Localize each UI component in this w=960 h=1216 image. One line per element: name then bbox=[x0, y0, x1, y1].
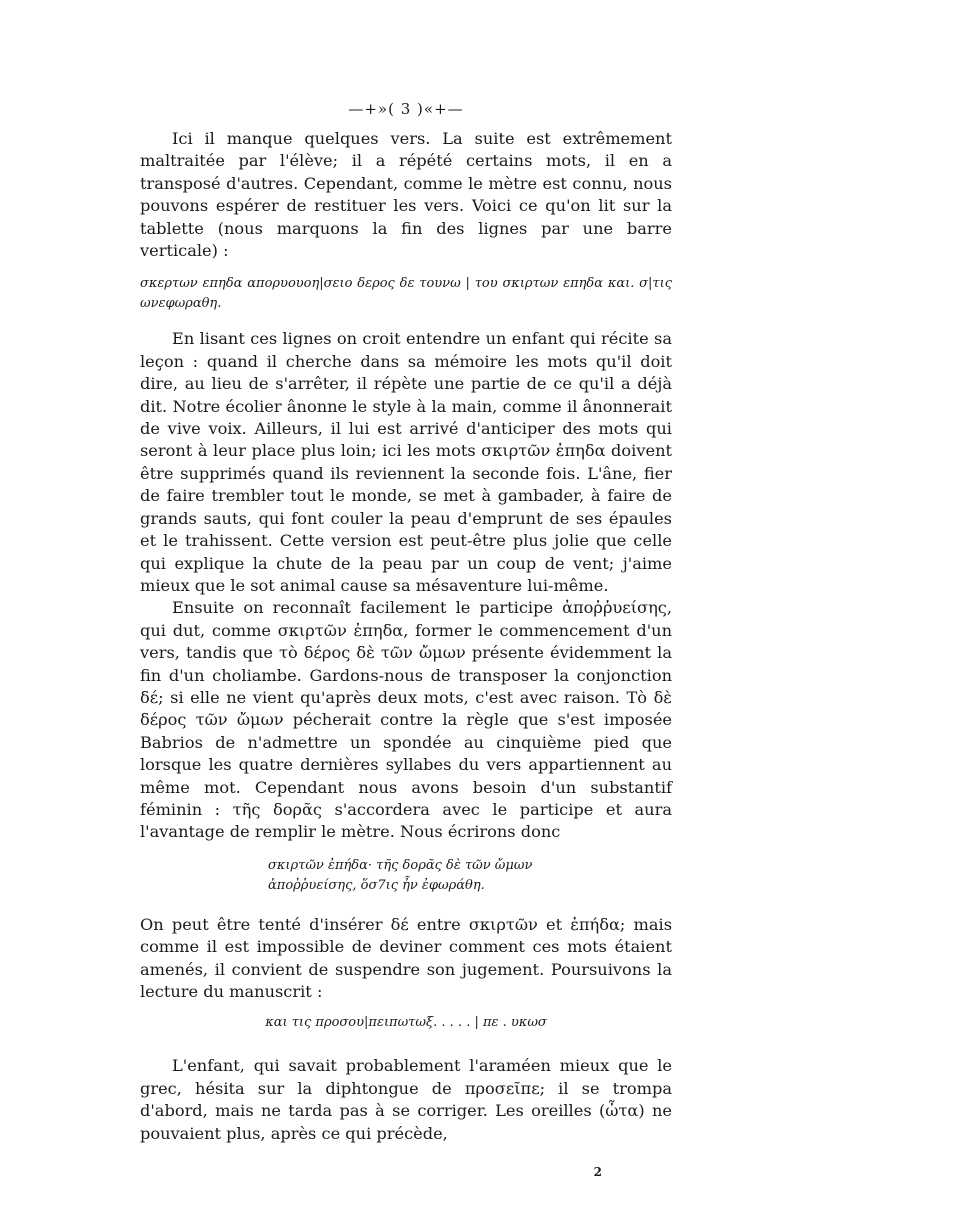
paragraph-2: En lisant ces lignes on croit entendre un enfant qui récite sa leçon : quand il cherche dans sa mémoire les mots qu'il doit dire, au lieu de s'arrêter, il répète une partie de ce qu'il a déjà dit. Notre écolier ânonne le style à la main, comme il ânonnerait de vive voix. Ailleurs, il lui est arrivé d'anticiper des mots qui seront à leur place plus loin; ici les mots σκιρτῶν ἐπηδα doivent être supprimés quand ils reviennent la seconde fois. L'âne, fier de faire trembler tout le monde, se met à gambader, à faire de grands sauts, qui font couler la peau d'emprunt de ses épaules et le trahissent. Cette version est peut-être plus jolie que celle qui explique la chute de la peau par un coup de vent; j'aime mieux que le sot animal cause sa mésaventure lui-même. bbox=[140, 329, 672, 595]
restored-verse bbox=[268, 856, 672, 896]
paragraph-3: Ensuite on reconnaît facilement le participe ἀποῤῥυείσης, qui dut, comme σκιρτῶν ἐπηδα, former le commencement d'un vers, tandis que τὸ δέρος δὲ τῶν ὤμων présente évidemment la fin d'un choliambe. Gardons-nous de transposer la conjonction δέ; si elle ne vient qu'après deux mots, c'est avec raison. Τὸ δὲ δέρος τῶν ὤμων pécherait contre la règle que s'est imposée Babrios de n'admettre un spondée au cinquième pied que lorsque les quatre dernières syllabes du vers appartiennent au même mot. Cependant nous avons besoin d'un substantif féminin : τῆς δορᾶς s'accordera avec le participe et aura l'avantage de remplir le mètre. Nous écrirons donc bbox=[140, 598, 672, 842]
running-head: —+»( 3 )«+— bbox=[348, 100, 464, 118]
manuscript-line: και τις προσου|πειπωτωξ. . . . . | πε . υκωσ bbox=[265, 1015, 547, 1031]
verse-line-1: σκιρτῶν ἐπήδα· τῆς δορᾶς δὲ τῶν ὤμων bbox=[268, 857, 533, 873]
paragraph-5: L'enfant, qui savait probablement l'araméen mieux que le grec, hésita sur la diphtongue de προσεῖπε; il se trompa d'abord, mais ne tarda pas à se corriger. Les oreilles (ὦτα) ne pouvaient plus, après ce qui précède, bbox=[140, 1056, 672, 1143]
tablet-transcription: σκερτων επηδα απορυουοη|σειο δερος δε τουνω | του σκιρτων επηδα και. σ|τις ωνεφωραθη. bbox=[140, 276, 672, 312]
paragraph-1: Ici il manque quelques vers. La suite est extrêmement maltraitée par l'élève; il a répété certains mots, il en a transposé d'autres. Cependant, comme le mètre est connu, nous pouvons espérer de restituer les vers. Voici ce qu'on lit sur la tablette (nous marquons la fin des lignes par une barre verticale) : bbox=[140, 129, 672, 261]
verse-line-2: ἀποῤῥυείσης, ὅσ7ις ἦν ἐφωράθη. bbox=[268, 877, 485, 893]
signature-mark: 2 bbox=[593, 1165, 602, 1180]
document-page bbox=[140, 100, 672, 1179]
paragraph-4: On peut être tenté d'insérer δέ entre σκιρτῶν et ἐπήδα; mais comme il est impossible de deviner comment ces mots étaient amenés, il convient de suspendre son jugement. Poursuivons la lecture du manuscrit : bbox=[140, 914, 672, 1001]
